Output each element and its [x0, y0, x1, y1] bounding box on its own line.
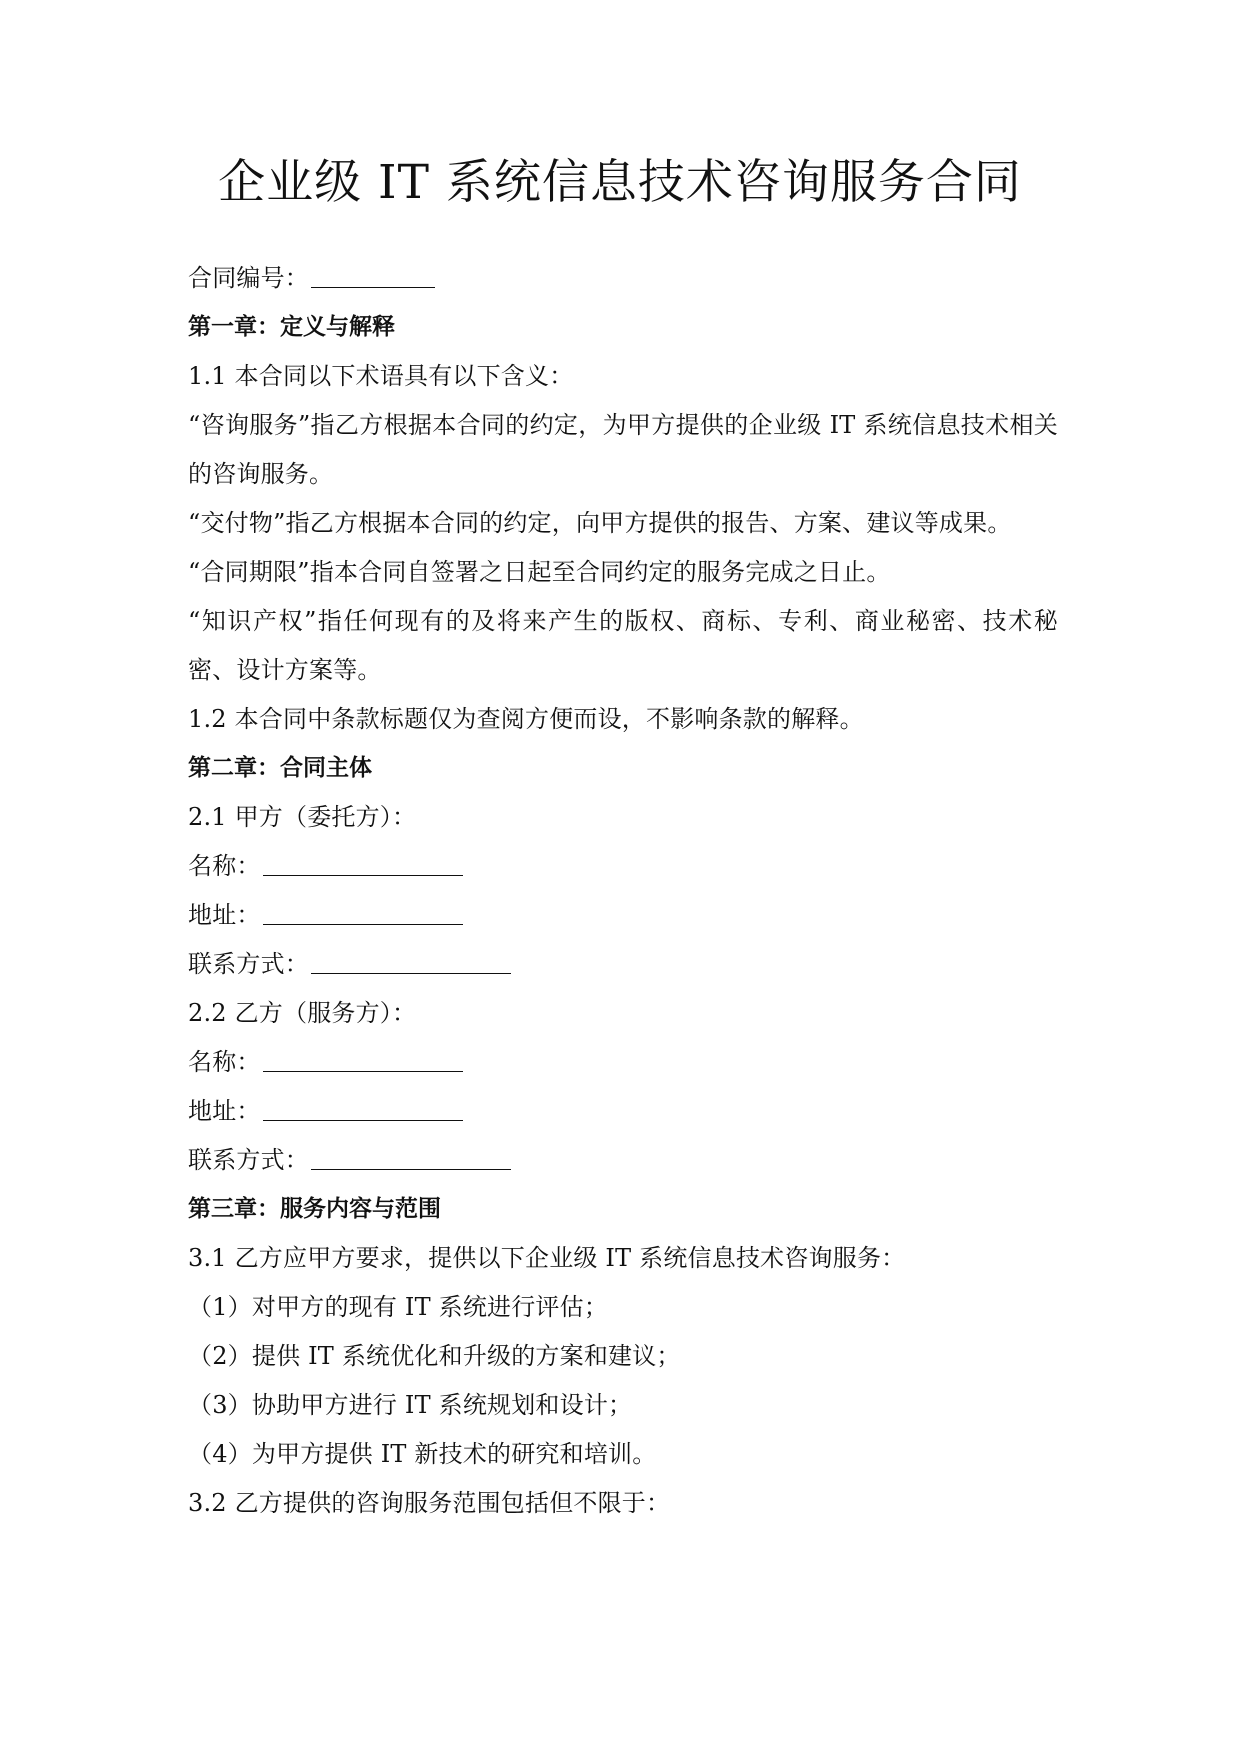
contract-number-row	[188, 254, 1058, 303]
party-a-contact-label: 联系方式：	[188, 950, 309, 978]
party-a-address-row	[188, 891, 1058, 940]
party-b-address-label: 地址：	[188, 1097, 261, 1125]
service-item-1: （1）对甲方的现有 IT 系统进行评估；	[188, 1293, 609, 1321]
party-b-contact-blank	[311, 1147, 511, 1170]
party-b-address-blank	[263, 1098, 463, 1121]
party-a-heading: 2.1 甲方（委托方）：	[188, 803, 417, 831]
document-title: 企业级 IT 系统信息技术咨询服务合同	[218, 155, 1022, 210]
chapter-1-heading: 第一章：定义与解释	[188, 314, 395, 340]
definition-intellectual-property: “知识产权”指任何现有的及将来产生的版权、商标、专利、商业秘密、技术秘密、设计方案等。	[188, 607, 1058, 684]
service-item-2: （2）提供 IT 系统优化和升级的方案和建议；	[188, 1342, 681, 1370]
party-b-heading: 2.2 乙方（服务方）：	[188, 999, 417, 1027]
definition-contract-term: “合同期限”指本合同自签署之日起至合同约定的服务完成之日止。	[188, 558, 891, 586]
clause-1-2: 1.2 本合同中条款标题仅为查阅方便而设，不影响条款的解释。	[188, 705, 864, 733]
party-b-contact-row	[188, 1136, 1058, 1185]
party-a-address-label: 地址：	[188, 901, 261, 929]
service-item-4: （4）为甲方提供 IT 新技术的研究和培训。	[188, 1440, 657, 1468]
party-a-name-blank	[263, 853, 463, 876]
document-body	[188, 254, 1058, 1528]
party-a-name-row	[188, 842, 1058, 891]
contract-number-blank	[311, 265, 435, 288]
party-b-name-blank	[263, 1049, 463, 1072]
contract-number-label: 合同编号：	[188, 264, 309, 292]
party-a-contact-row	[188, 940, 1058, 989]
party-b-name-label: 名称：	[188, 1048, 261, 1076]
chapter-3-heading: 第三章：服务内容与范围	[188, 1196, 441, 1222]
clause-3-1: 3.1 乙方应甲方要求，提供以下企业级 IT 系统信息技术咨询服务：	[188, 1244, 906, 1272]
chapter-2-heading: 第二章：合同主体	[188, 755, 372, 781]
clause-1-1: 1.1 本合同以下术语具有以下含义：	[188, 362, 574, 390]
party-b-address-row	[188, 1087, 1058, 1136]
service-item-3: （3）协助甲方进行 IT 系统规划和设计；	[188, 1391, 633, 1419]
definition-consulting-service: “咨询服务”指乙方根据本合同的约定，为甲方提供的企业级 IT 系统信息技术相关的咨询服务。	[188, 411, 1058, 488]
clause-3-2: 3.2 乙方提供的咨询服务范围包括但不限于：	[188, 1489, 671, 1517]
party-a-contact-blank	[311, 951, 511, 974]
definition-deliverables: “交付物”指乙方根据本合同的约定，向甲方提供的报告、方案、建议等成果。	[188, 509, 1012, 537]
party-b-name-row	[188, 1038, 1058, 1087]
party-a-address-blank	[263, 902, 463, 925]
party-a-name-label: 名称：	[188, 852, 261, 880]
party-b-contact-label: 联系方式：	[188, 1146, 309, 1174]
